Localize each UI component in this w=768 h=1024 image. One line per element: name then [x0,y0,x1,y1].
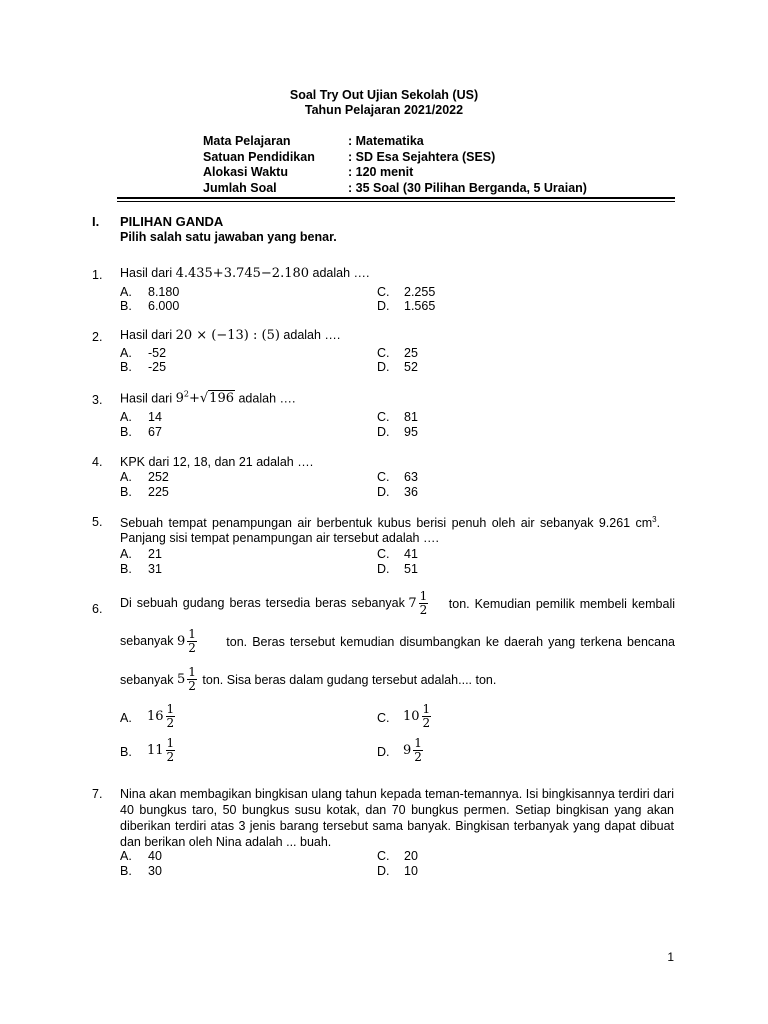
q4-option-d: 36 [404,485,418,499]
doc-title: Soal Try Out Ujian Sekolah (US) [289,88,479,102]
section-instruction: Pilih salah satu jawaban yang benar. [120,230,337,244]
q4-option-c-label: C. [377,470,390,484]
q1-number: 1. [92,268,103,282]
q1-option-a-label: A. [120,285,132,299]
q5-line-2: Panjang sisi tempat penampungan air tersebut adalah …. [120,531,439,545]
q5-line-1: Sebuah tempat penampungan air berbentuk kubus berisi penuh oleh air sebanyak 9.261 $cm^3$. [120,515,661,531]
q3-option-b: 67 [148,425,162,439]
q6-line-2: sebanyak 9 $\frac{1}{2}$ ton. Beras tersebut kemudian disumbangkan ke daerah yang terkena bencana [120,627,675,655]
q6-option-a-label: A. [120,711,132,725]
q3-option-a-label: A. [120,410,132,424]
q5-option-c: 41 [404,547,418,561]
meta-value-time: : 120 menit [348,165,414,179]
q2-number: 2. [92,330,103,344]
q2-option-b: -25 [148,360,167,374]
q6-option-c: 10 $\frac{1}{2}$ [403,702,431,730]
q3-number: 3. [92,393,103,407]
q5-option-b: 31 [148,562,162,576]
q7-option-c-label: C. [377,849,390,863]
q3-option-b-label: B. [120,425,132,439]
q6-number: 6. [92,602,103,616]
q3-option-d: 95 [404,425,418,439]
doc-subtitle: Tahun Pelajaran 2021/2022 [304,103,464,117]
q2-option-c: 25 [404,346,418,360]
q2-option-c-label: C. [377,346,390,360]
q7-option-c: 20 [404,849,418,863]
q6-option-b-label: B. [120,745,132,759]
q7-option-a-label: A. [120,849,132,863]
q7-text: Nina akan membagikan bingkisan ulang tahun kepada teman-temannya. Isi bingkisannya terdiri dari 40 bungkus taro, 50 bungkus susu kotak, dan 70 bungkus permen. Setiap bingkisan yang akan diberikan terdiri atas 3 jenis barang tersebut sama banyak. Bingkisan terbanyak yang dapat dibuat dan berikan oleh Nina adalah ... buah. [120,787,674,849]
q2-option-a-label: A. [120,346,132,360]
q3-option-a: 14 [148,410,162,424]
q1-option-b: 6.000 [148,299,180,313]
q2-option-d-label: D. [377,360,390,374]
q7-option-d-label: D. [377,864,390,878]
q1-option-c: 2.255 [404,285,436,299]
meta-value-school: : SD Esa Sejahtera (SES) [348,150,496,164]
q2-option-b-label: B. [120,360,132,374]
q3-text: Hasil dari $9^2+√196$ adalah …. [120,390,296,407]
q5-option-a: 21 [148,547,162,561]
q6-line-1: Di sebuah gudang beras tersedia beras sebanyak 7 $\frac{1}{2}$ ton. Kemudian pemilik membeli kembali [120,589,675,617]
q2-text: Hasil dari 20 × (−13) : (5) adalah …. [120,328,341,343]
q7-option-d: 10 [404,864,418,878]
q6-option-c-label: C. [377,711,390,725]
q5-option-a-label: A. [120,547,132,561]
q4-text: KPK dari 12, 18, dan 21 adalah …. [120,455,314,469]
q7-option-b: 30 [148,864,162,878]
meta-label-school: Satuan Pendidikan [203,150,315,164]
q3-expression: $9^2+√196$ [175,390,234,407]
q3-option-c-label: C. [377,410,390,424]
meta-label-count: Jumlah Soal [203,181,277,195]
q1-option-b-label: B. [120,299,132,313]
q1-option-c-label: C. [377,285,390,299]
meta-label-subject: Mata Pelajaran [203,134,291,148]
q7-option-b-label: B. [120,864,132,878]
q4-option-d-label: D. [377,485,390,499]
q4-option-a-label: A. [120,470,132,484]
q1-option-d: 1.565 [404,299,436,313]
q7-number: 7. [92,787,103,801]
meta-value-count: : 35 Soal (30 Pilihan Berganda, 5 Uraian) [348,181,587,195]
q6-option-b: 11 $\frac{1}{2}$ [147,736,175,764]
q5-option-c-label: C. [377,547,390,561]
q6-option-d: 9 $\frac{1}{2}$ [403,736,422,764]
q5-number: 5. [92,515,103,529]
meta-label-time: Alokasi Waktu [203,165,288,179]
q4-number: 4. [92,455,103,469]
page-number: 1 [667,950,674,964]
q2-option-a: -52 [148,346,167,360]
q6-line-3: sebanyak 5 $\frac{1}{2}$ ton. Sisa beras dalam gudang tersebut adalah.... ton. [120,665,497,693]
q3-option-d-label: D. [377,425,390,439]
q1-expression: 4.435+3.745−2.180 [175,266,310,281]
q5-option-b-label: B. [120,562,132,576]
q4-option-a: 252 [148,470,169,484]
q5-option-d-label: D. [377,562,390,576]
section-title: PILIHAN GANDA [120,214,224,229]
q4-option-b-label: B. [120,485,132,499]
header-rule-thin [117,201,675,202]
q4-option-b: 225 [148,485,169,499]
q6-option-d-label: D. [377,745,390,759]
q1-option-d-label: D. [377,299,390,313]
section-number: I. [92,214,100,229]
header-rule-thick [117,197,675,199]
q3-option-c: 81 [404,410,418,424]
q6-option-a: 16 $\frac{1}{2}$ [147,702,175,730]
q2-option-d: 52 [404,360,418,374]
q7-option-a: 40 [148,849,162,863]
q4-option-c: 63 [404,470,418,484]
q5-option-d: 51 [404,562,418,576]
q2-expression: 20 × (−13) : (5) [175,328,280,343]
q1-text: Hasil dari 4.435+3.745−2.180 adalah …. [120,266,370,281]
q1-option-a: 8.180 [148,285,180,299]
meta-value-subject: : Matematika [348,134,424,148]
